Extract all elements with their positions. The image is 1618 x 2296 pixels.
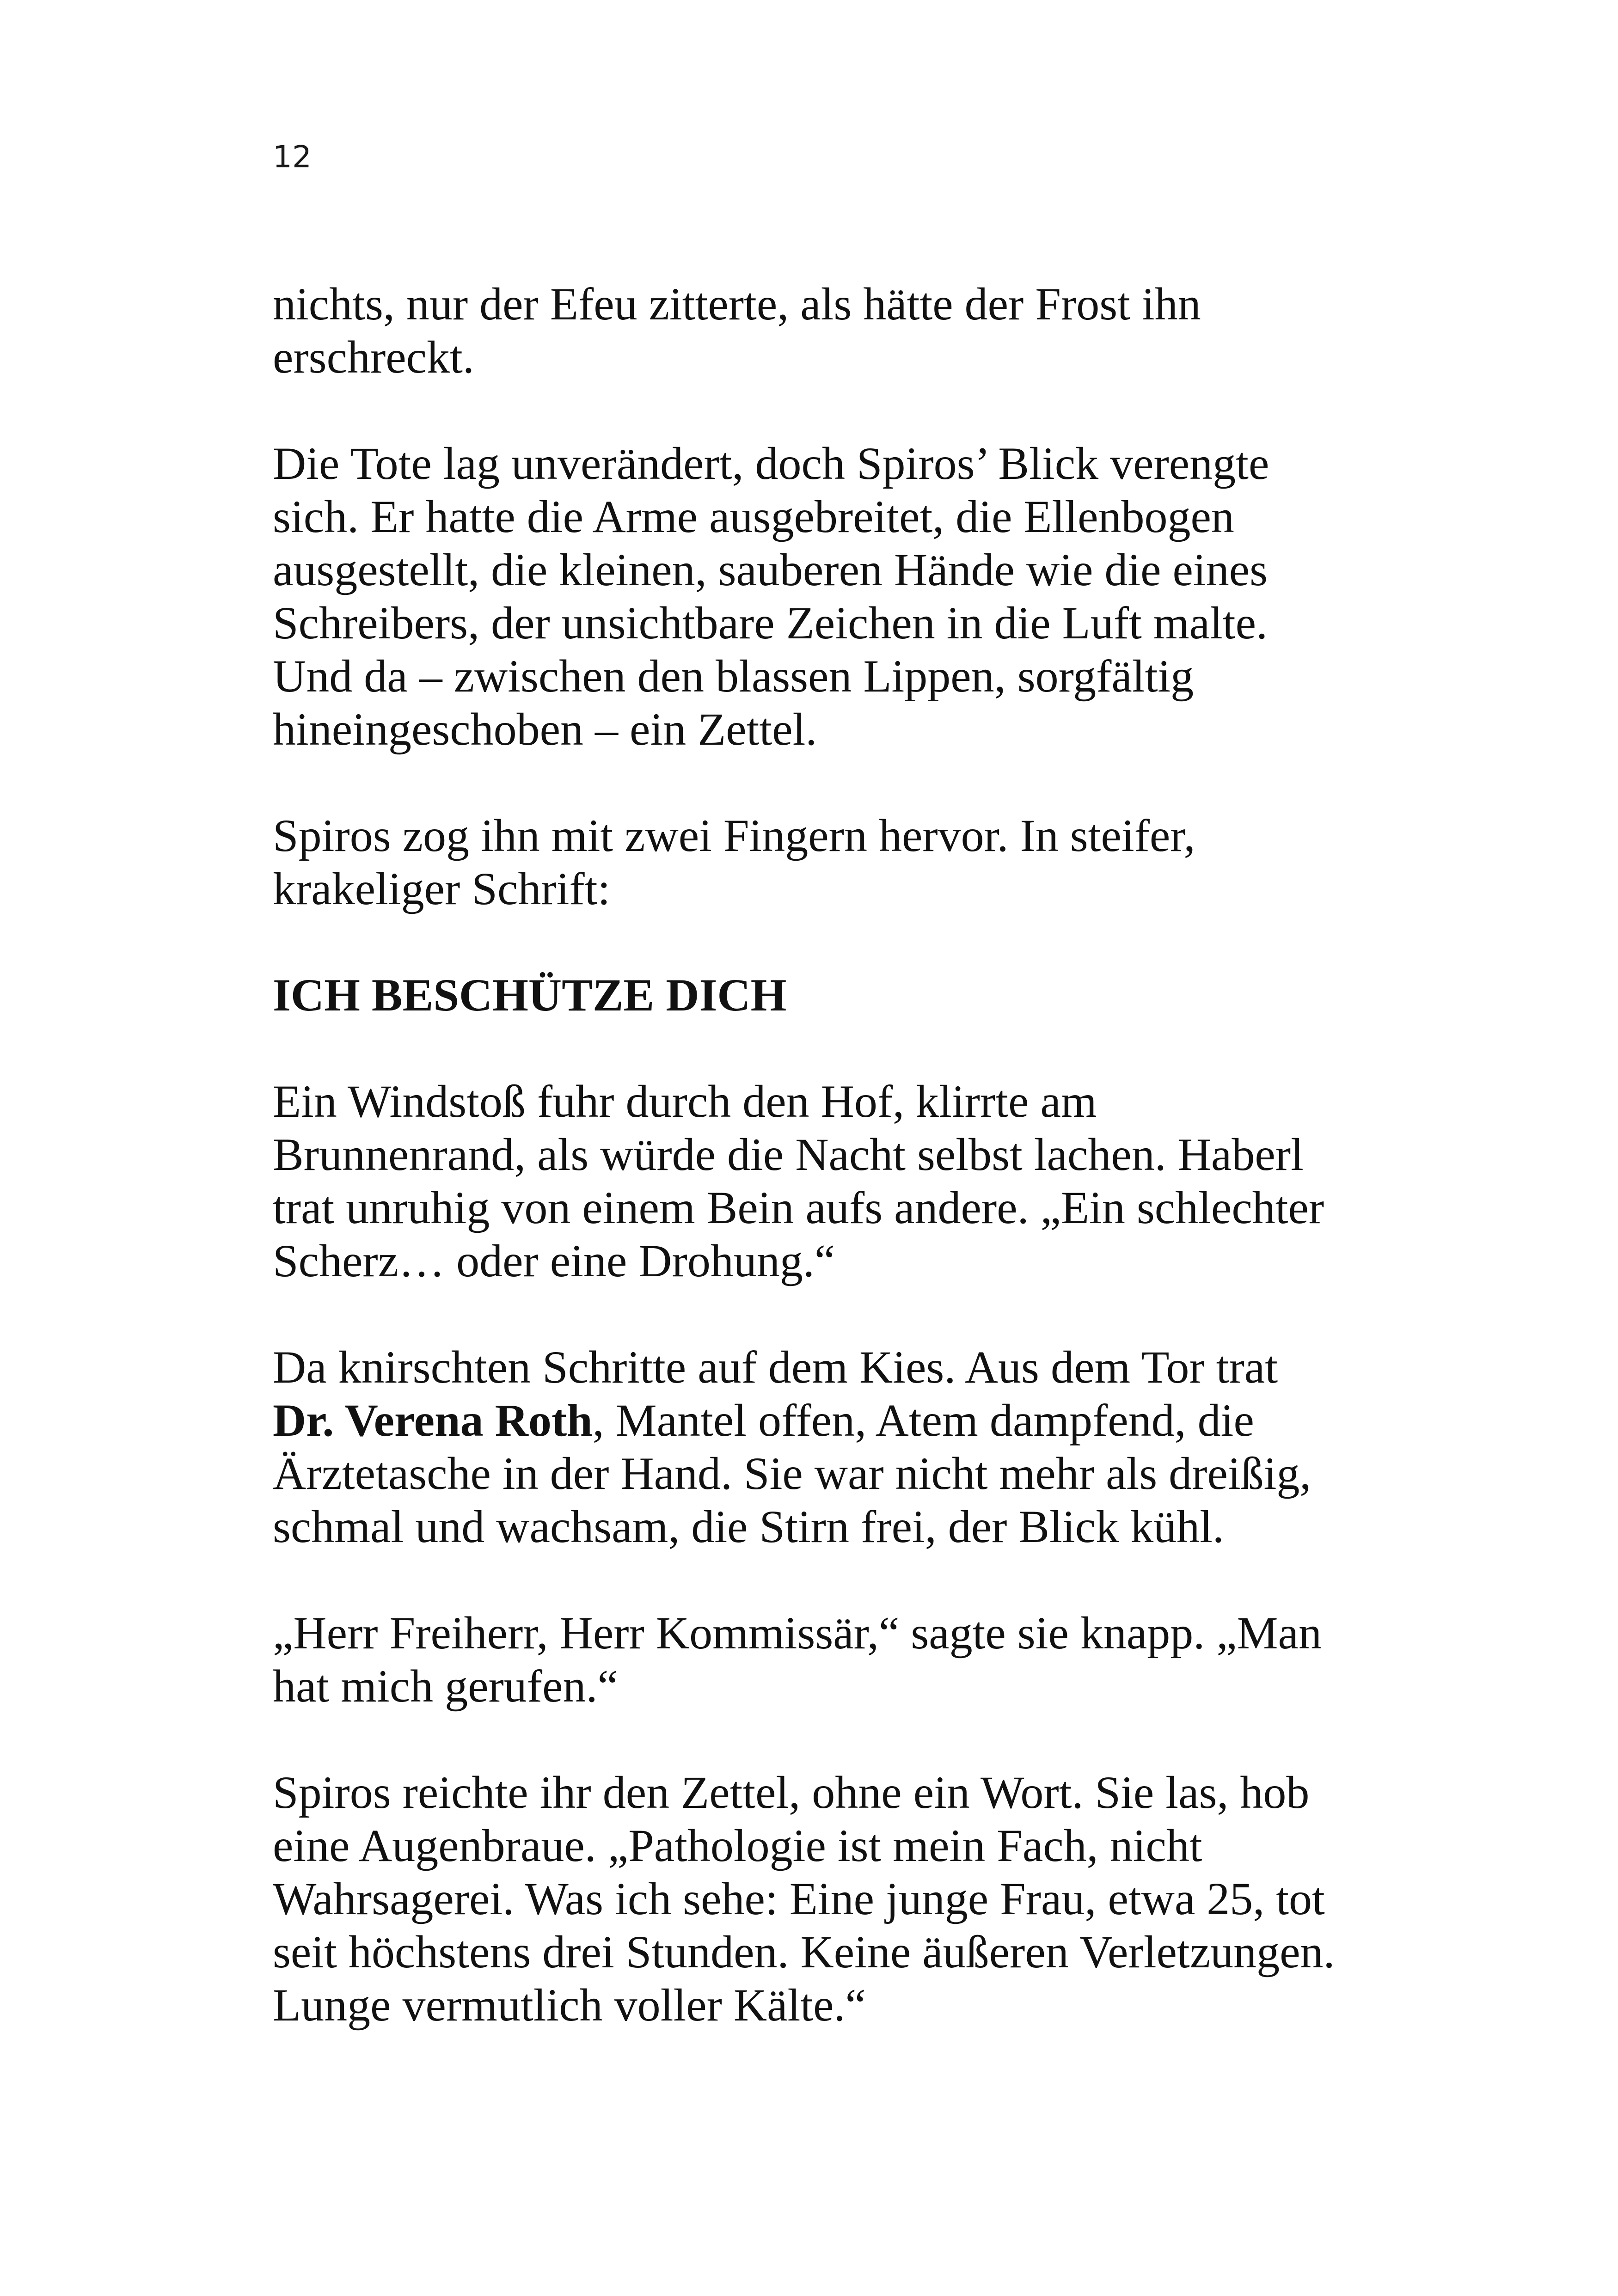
text-line-with-name <box>273 1394 1428 1447</box>
text-line: Lunge vermutlich voller Kälte.“ <box>273 1979 866 2031</box>
text-line: Die Tote lag unverändert, doch Spiros’ Blick verengte <box>273 438 1269 489</box>
text-line: krakeliger Schrift: <box>273 863 611 914</box>
text-line: Ein Windstoß fuhr durch den Hof, klirrte am <box>273 1076 1097 1127</box>
text-line: ausgestellt, die kleinen, sauberen Hände wie die eines <box>273 544 1268 595</box>
character-name: Dr. Verena Roth <box>273 1395 593 1446</box>
text-line: schmal und wachsam, die Stirn frei, der Blick kühl. <box>273 1501 1224 1552</box>
paragraph-2 <box>273 437 1428 756</box>
note-heading <box>273 968 1428 1022</box>
page-number: 12 <box>273 139 312 175</box>
text-line: Spiros zog ihn mit zwei Fingern hervor. In steifer, <box>273 810 1195 861</box>
paragraph-6 <box>273 1341 1428 1553</box>
text-line: seit höchstens drei Stunden. Keine äußeren Verletzungen. <box>273 1926 1335 1978</box>
text-line: Spiros reichte ihr den Zettel, ohne ein Wort. Sie las, hob <box>273 1767 1310 1818</box>
paragraph-8 <box>273 1766 1428 2032</box>
text-line: eine Augenbraue. „Pathologie ist mein Fach, nicht <box>273 1820 1202 1871</box>
text-line: Brunnenrand, als würde die Nacht selbst lachen. Haberl <box>273 1129 1304 1180</box>
text-line: hineingeschoben – ein Zettel. <box>273 704 817 755</box>
note-text: ICH BESCHÜTZE DICH <box>273 969 787 1021</box>
text-line: Scherz… oder eine Drohung.“ <box>273 1235 835 1286</box>
text-line: Da knirschten Schritte auf dem Kies. Aus dem Tor trat <box>273 1341 1278 1393</box>
body-text <box>273 277 1428 2085</box>
text-line: Wahrsagerei. Was ich sehe: Eine junge Frau, etwa 25, tot <box>273 1873 1325 1924</box>
text-line: trat unruhig von einem Bein aufs andere. „Ein schlechter <box>273 1182 1324 1233</box>
text-line: Ärztetasche in der Hand. Sie war nicht mehr als dreißig, <box>273 1448 1312 1499</box>
paragraph-7 <box>273 1606 1428 1713</box>
text-line: „Herr Freiherr, Herr Kommissär,“ sagte sie knapp. „Man <box>273 1607 1322 1659</box>
text-after-name: , Mantel offen, Atem dampfend, die <box>592 1395 1254 1446</box>
text-line: erschreckt. <box>273 331 474 383</box>
paragraph-3 <box>273 809 1428 915</box>
text-line: nichts, nur der Efeu zitterte, als hätte der Frost ihn <box>273 278 1201 330</box>
text-line: Schreibers, der unsichtbare Zeichen in die Luft malte. <box>273 597 1268 649</box>
paragraph-1 <box>273 277 1428 384</box>
paragraph-5 <box>273 1075 1428 1287</box>
text-line: sich. Er hatte die Arme ausgebreitet, die Ellenbogen <box>273 491 1234 542</box>
text-line: hat mich gerufen.“ <box>273 1660 618 1712</box>
text-line: Und da – zwischen den blassen Lippen, sorgfältig <box>273 650 1194 702</box>
